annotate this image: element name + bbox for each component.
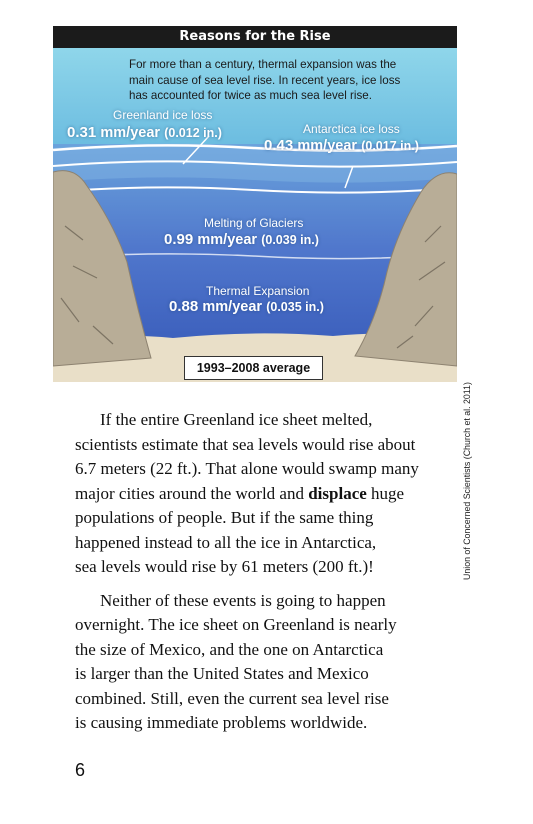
p1-line-4	[75, 482, 470, 507]
antarctica-value-row	[264, 137, 419, 154]
intro-line-2: main cause of sea level rise. In recent years, ice loss	[129, 73, 401, 87]
page-number: 6	[75, 760, 86, 780]
credit-text: Union of Concerned Scientists (Church et al. 2011)	[462, 382, 472, 580]
antarctica-name: Antarctica ice loss	[303, 122, 400, 136]
greenland-value: 0.31	[67, 124, 97, 141]
intro-line-3: has accounted for twice as much sea level rise.	[129, 89, 372, 102]
p2-line-6: is causing immediate problems worldwide.	[75, 713, 368, 732]
p2-line-2: overnight. The ice sheet on Greenland is nearly	[75, 615, 397, 634]
antarctica-unit: mm/year	[297, 138, 358, 154]
greenland-unit: mm/year	[100, 125, 161, 141]
body-text	[75, 408, 470, 745]
thermal-value: 0.88	[169, 298, 199, 315]
greenland-name: Greenland ice loss	[113, 108, 213, 122]
glaciers-label	[204, 216, 303, 230]
glaciers-value: 0.99	[164, 231, 194, 248]
figure-intro	[129, 57, 429, 104]
average-label: 1993–2008 average	[184, 356, 323, 380]
thermal-name: Thermal Expansion	[206, 284, 310, 298]
glaciers-name: Melting of Glaciers	[204, 216, 304, 230]
greenland-inches: (0.012 in.)	[164, 126, 222, 140]
thermal-value-row	[169, 298, 324, 315]
sea-level-figure	[53, 26, 457, 382]
p2-line-4: is larger than the United States and Mexico	[75, 664, 369, 683]
paragraph-2	[75, 589, 470, 736]
p1-line-7: sea levels would rise by 61 meters (200 ft.)!	[75, 557, 374, 576]
thermal-unit: mm/year	[202, 299, 263, 315]
p1-line-3: 6.7 meters (22 ft.). That alone would swamp many	[75, 459, 419, 478]
vocab-displace: displace	[308, 483, 367, 503]
p2-line-1: Neither of these events is going to happen	[100, 590, 386, 610]
thermal-inches: (0.035 in.)	[266, 300, 324, 314]
p1-line-5: populations of people. But if the same thing	[75, 508, 374, 527]
antarctica-inches: (0.017 in.)	[361, 139, 419, 153]
figure-title: Reasons for the Rise	[179, 29, 331, 44]
p1-line-6: happened instead to all the ice in Antarctica,	[75, 532, 377, 552]
glaciers-inches: (0.039 in.)	[261, 233, 319, 247]
p2-line-5: combined. Still, even the current sea level rise	[75, 688, 389, 708]
greenland-label	[113, 108, 212, 122]
glaciers-unit: mm/year	[197, 232, 258, 248]
p1-line-4-end: huge	[366, 483, 405, 503]
antarctica-label	[303, 122, 400, 136]
p1-line-4-start: major cities around the world and	[75, 483, 309, 503]
intro-line-1: For more than a century, thermal expansion was the	[129, 58, 397, 71]
thermal-label	[206, 284, 309, 298]
p1-line-2: scientists estimate that sea levels would rise about	[75, 434, 416, 454]
paragraph-1	[75, 408, 470, 580]
antarctica-value: 0.43	[264, 137, 294, 154]
glaciers-value-row	[164, 231, 319, 248]
p2-line-3: the size of Mexico, and the one on Antarctica	[75, 639, 384, 659]
p1-line-1: If the entire Greenland ice sheet melted,	[100, 410, 373, 429]
greenland-value-row	[67, 124, 222, 141]
